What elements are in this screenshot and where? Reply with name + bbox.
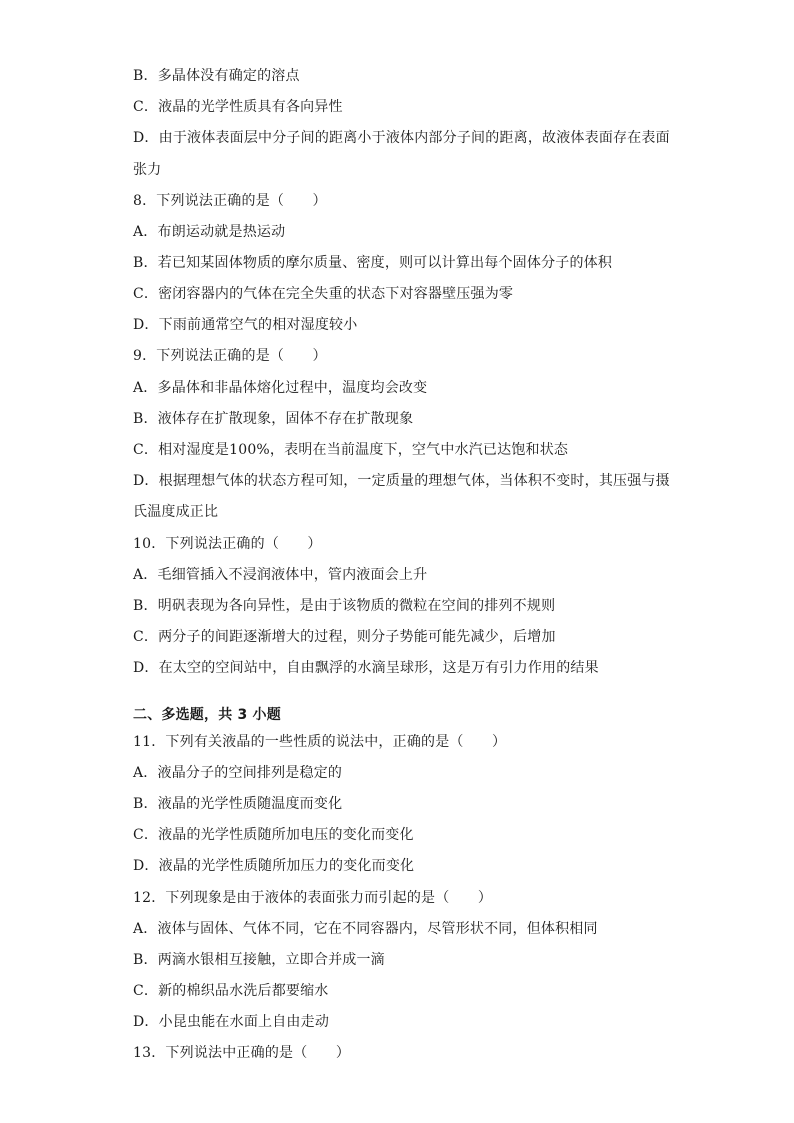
q11-stem: 11．下列有关液晶的一些性质的说法中，正确的是（ ） [133,734,507,750]
q11-option-c: C．液晶的光学性质随所加电压的变化而变化 [133,827,414,843]
q12-option-d: D．小昆虫能在水面上自由走动 [133,1014,330,1030]
q10-option-b: B．明矾表现为各向异性，是由于该物质的微粒在空间的排列不规则 [133,598,556,614]
q8-option-c: C．密闭容器内的气体在完全失重的状态下对容器壁压强为零 [133,286,514,302]
section-heading-multiple-choice: 二、多选题，共 3 小题 [133,707,281,723]
q7-option-d-line2: 张力 [133,162,162,178]
q12-option-b: B．两滴水银相互接触，立即合并成一滴 [133,952,385,968]
q8-option-b: B．若已知某固体物质的摩尔质量、密度，则可以计算出每个固体分子的体积 [133,255,613,271]
q9-option-d-line2: 氏温度成正比 [133,504,219,520]
q10-option-a: A．毛细管插入不浸润液体中，管内液面会上升 [133,567,428,583]
q8-option-a: A．布朗运动就是热运动 [133,224,286,240]
q9-stem: 9．下列说法正确的是（ ） [133,348,327,364]
q10-option-c: C．两分子的间距逐渐增大的过程，则分子势能可能先减少，后增加 [133,629,556,645]
q12-stem: 12．下列现象是由于液体的表面张力而引起的是（ ） [133,890,493,906]
q9-option-c: C．相对湿度是100%，表明在当前温度下，空气中水汽已达饱和状态 [133,442,569,458]
q13-stem: 13．下列说法中正确的是（ ） [133,1045,351,1061]
q8-option-d: D．下雨前通常空气的相对湿度较小 [133,317,358,333]
q7-option-d-line1: D．由于液体表面层中分子间的距离小于液体内部分子间的距离，故液体表面存在表面 [133,130,670,146]
q7-option-c: C．液晶的光学性质具有各向异性 [133,99,343,115]
q12-option-a: A．液体与固体、气体不同，它在不同容器内，尽管形状不同，但体积相同 [133,921,598,937]
q10-stem: 10．下列说法正确的（ ） [133,536,322,552]
q12-option-c: C．新的棉织品水洗后都要缩水 [133,983,329,999]
q9-option-d-line1: D．根据理想气体的状态方程可知，一定质量的理想气体，当体积不变时，其压强与摄 [133,473,670,489]
q11-option-a: A．液晶分子的空间排列是稳定的 [133,765,343,781]
q11-option-b: B．液晶的光学性质随温度而变化 [133,796,343,812]
q11-option-d: D．液晶的光学性质随所加压力的变化而变化 [133,858,415,874]
q10-option-d: D．在太空的空间站中，自由飘浮的水滴呈球形，这是万有引力作用的结果 [133,660,599,676]
q9-option-b: B．液体存在扩散现象，固体不存在扩散现象 [133,411,414,427]
q9-option-a: A．多晶体和非晶体熔化过程中，温度均会改变 [133,380,428,396]
q8-stem: 8．下列说法正确的是（ ） [133,193,327,209]
q7-option-b: B．多晶体没有确定的溶点 [133,68,300,84]
